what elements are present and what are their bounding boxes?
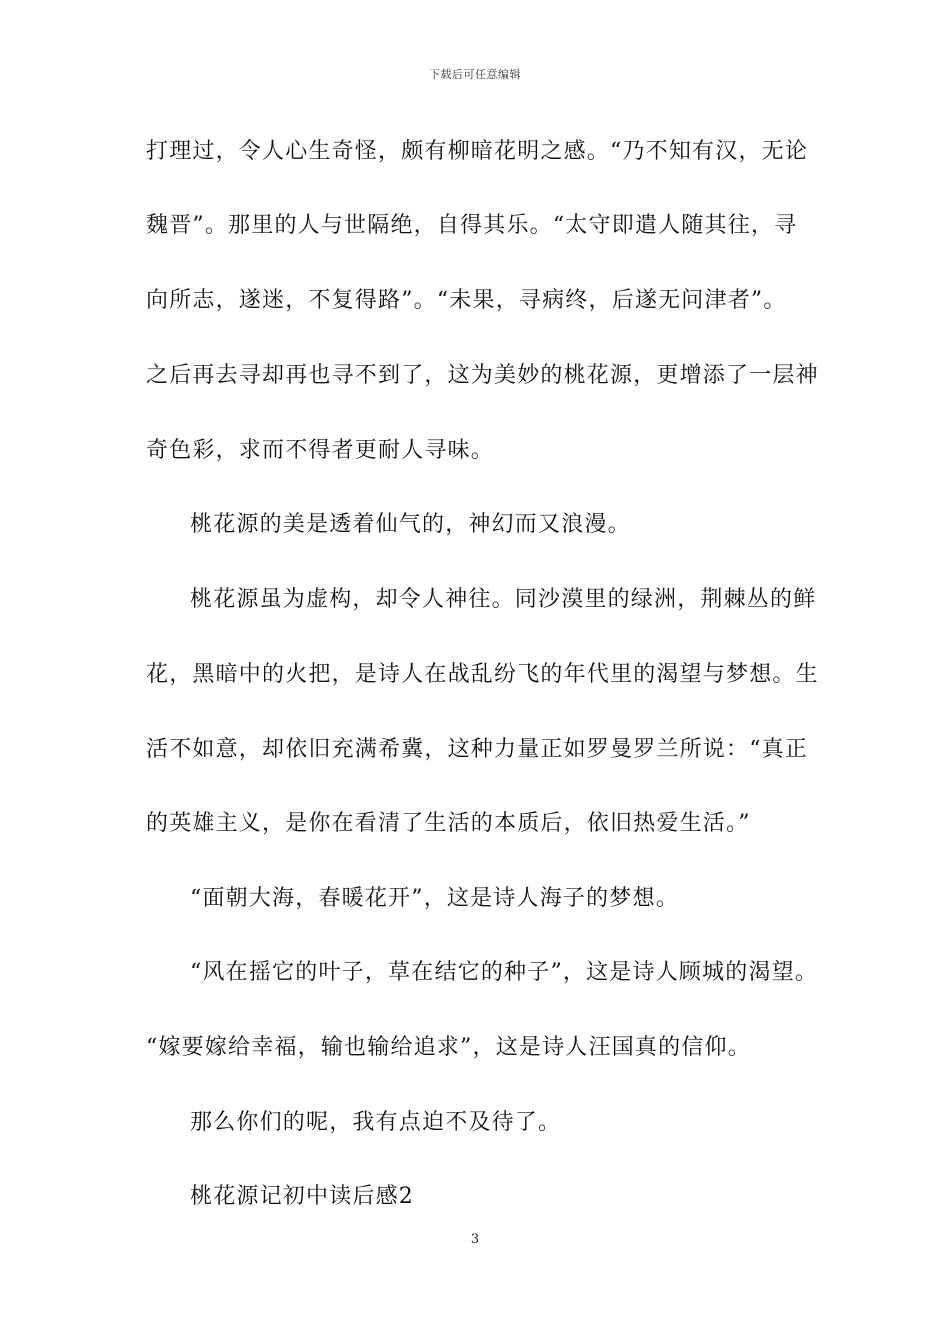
paragraph-line: 活不如意，却依旧充满希冀，这种力量正如罗曼罗兰所说：“真正 [146,737,809,762]
paragraph-line: “风在摇它的叶子，草在结它的种子”，这是诗人顾城的渴望。 [190,960,819,985]
paragraph-line: 的英雄主义，是你在看清了生活的本质后，依旧热爱生活。” [146,811,751,836]
paragraph-line: 向所志，遂迷，不复得路”。“未果，寻病终，后遂无问津者”。 [146,288,787,313]
paragraph-line: 花，黑暗中的火把，是诗人在战乱纷飞的年代里的渴望与梦想。生 [146,662,819,687]
paragraph-line: 魏晋”。那里的人与世隔绝，自得其乐。“太守即遣人随其往，寻 [146,213,798,238]
paragraph-line: 奇色彩，求而不得者更耐人寻味。 [146,438,495,463]
paragraph-line: 那么你们的呢，我有点迫不及待了。 [190,1110,562,1135]
paragraph-line: “面朝大海，春暖花开”，这是诗人海子的梦想。 [190,886,679,911]
paragraph-line: 桃花源虽为虚构，却令人神往。同沙漠里的绿洲，荆棘丛的鲜 [190,587,817,612]
paragraph-line: 桃花源的美是透着仙气的，神幻而又浪漫。 [190,512,631,537]
paragraph-line: 打理过，令人心生奇怪，颇有柳暗花明之感。“乃不知有汉，无论 [146,139,809,164]
paragraph-line: “嫁要嫁给幸福，输也输给追求”，这是诗人汪国真的信仰。 [146,1035,751,1060]
page-number: 3 [470,1232,480,1247]
page-header: 下载后可任意编辑 [429,68,521,81]
section-heading: 桃花源记初中读后感2 [190,1184,414,1209]
paragraph-line: 之后再去寻却再也寻不到了，这为美妙的桃花源，更增添了一层神 [146,363,819,388]
